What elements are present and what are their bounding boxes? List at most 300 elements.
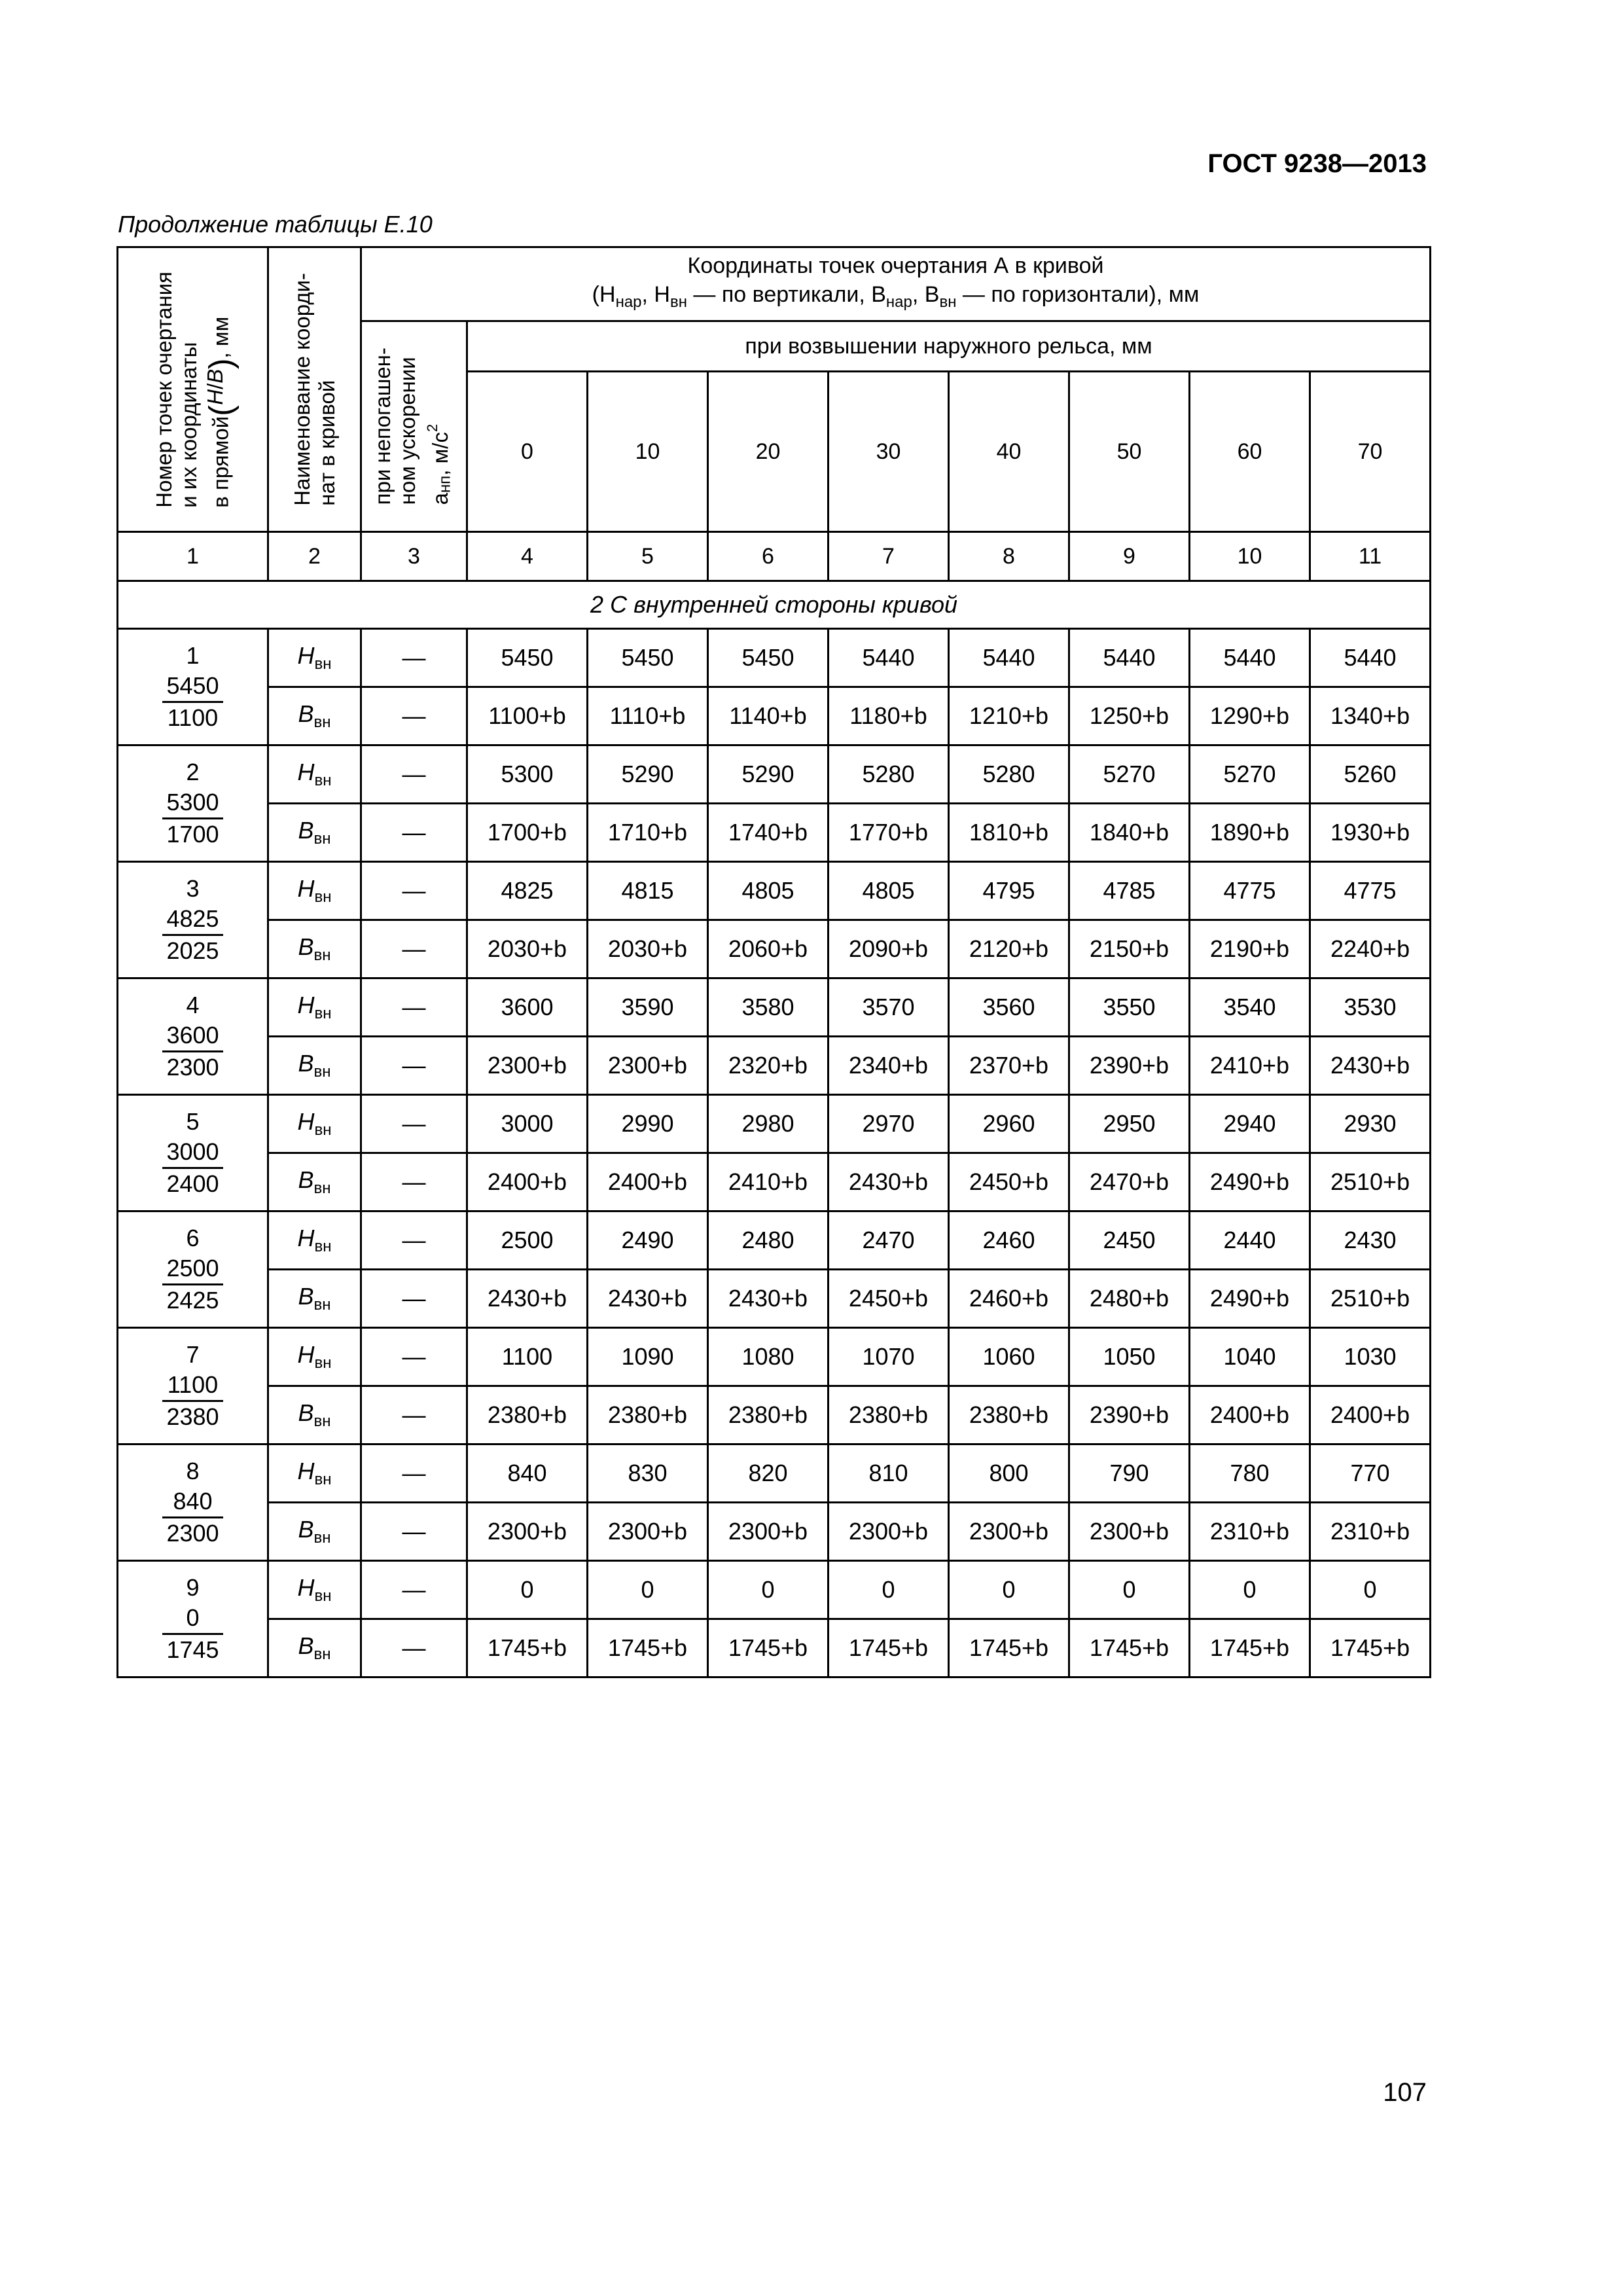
width-value: 2380+b [467, 1386, 588, 1444]
table-caption: Продолжение таблицы Е.10 [118, 211, 433, 238]
width-value: 2380+b [708, 1386, 829, 1444]
coordinate-subscript: вн [313, 713, 331, 732]
width-value: 2490+b [1190, 1270, 1310, 1328]
header-coordinate-name: Наименование коорди- нат в кривой [268, 247, 361, 532]
width-value: 1100+b [467, 687, 588, 745]
coordinate-subscript: вн [314, 1354, 332, 1372]
table-row [118, 687, 1431, 745]
height-value: 4815 [588, 862, 708, 920]
width-value: 1110+b [588, 687, 708, 745]
width-value: 1745+b [1190, 1619, 1310, 1677]
coordinate-subscript: вн [314, 1121, 332, 1139]
acceleration-value: — [361, 1095, 467, 1153]
point-cell [118, 1328, 268, 1444]
coordinate-name [268, 1328, 361, 1386]
elevation-value: 30 [829, 372, 949, 532]
coordinate-letter: B [298, 1399, 314, 1426]
width-value: 1745+b [467, 1619, 588, 1677]
point-number: 5 [186, 1108, 200, 1135]
width-value: 2400+b [1190, 1386, 1310, 1444]
acceleration-value: — [361, 1037, 467, 1095]
point-width: 1745 [166, 1636, 219, 1663]
point-height: 0 [162, 1603, 223, 1635]
coordinate-subscript: вн [314, 1471, 332, 1489]
coordinate-name [268, 1561, 361, 1619]
height-value: 3530 [1310, 978, 1431, 1037]
width-value: 2120+b [949, 920, 1069, 978]
height-value: 4825 [467, 862, 588, 920]
height-value: 840 [467, 1444, 588, 1503]
height-value: 1090 [588, 1328, 708, 1386]
coordinate-letter: H [297, 641, 315, 669]
coordinate-name [268, 1095, 361, 1153]
height-value: 780 [1190, 1444, 1310, 1503]
width-value: 1710+b [588, 804, 708, 862]
height-value: 5450 [588, 629, 708, 687]
height-value: 3570 [829, 978, 949, 1037]
height-value: 4775 [1190, 862, 1310, 920]
width-value: 2060+b [708, 920, 829, 978]
table-row [118, 978, 1431, 1037]
width-value: 2380+b [829, 1386, 949, 1444]
height-value: 2460 [949, 1211, 1069, 1270]
height-value: 2990 [588, 1095, 708, 1153]
width-value: 2430+b [829, 1153, 949, 1211]
height-value: 3590 [588, 978, 708, 1037]
width-value: 1250+b [1069, 687, 1190, 745]
height-value: 2940 [1190, 1095, 1310, 1153]
table-row [118, 1619, 1431, 1677]
coordinate-letter: H [297, 758, 315, 785]
acceleration-value: — [361, 862, 467, 920]
acceleration-value: — [361, 1153, 467, 1211]
width-value: 2090+b [829, 920, 949, 978]
width-value: 2030+b [588, 920, 708, 978]
coordinate-name [268, 1211, 361, 1270]
width-value: 1810+b [949, 804, 1069, 862]
acceleration-value: — [361, 1328, 467, 1386]
width-value: 2400+b [1310, 1386, 1431, 1444]
coordinate-subscript: вн [313, 1645, 331, 1664]
height-value: 2450 [1069, 1211, 1190, 1270]
height-value: 0 [708, 1561, 829, 1619]
coordinate-name [268, 687, 361, 745]
height-value: 3000 [467, 1095, 588, 1153]
table-row [118, 629, 1431, 687]
width-value: 1140+b [708, 687, 829, 745]
table-row [118, 1561, 1431, 1619]
width-value: 2410+b [1190, 1037, 1310, 1095]
table-row [118, 1444, 1431, 1503]
height-value: 5280 [949, 745, 1069, 804]
height-value: 800 [949, 1444, 1069, 1503]
height-value: 0 [829, 1561, 949, 1619]
width-value: 1745+b [1310, 1619, 1431, 1677]
acceleration-value: — [361, 1386, 467, 1444]
height-value: 0 [1069, 1561, 1190, 1619]
height-value: 5270 [1069, 745, 1190, 804]
width-value: 2430+b [1310, 1037, 1431, 1095]
width-value: 2310+b [1310, 1503, 1431, 1561]
width-value: 2300+b [949, 1503, 1069, 1561]
height-value: 2430 [1310, 1211, 1431, 1270]
width-value: 2150+b [1069, 920, 1190, 978]
width-value: 2450+b [949, 1153, 1069, 1211]
height-value: 1070 [829, 1328, 949, 1386]
height-value: 5450 [467, 629, 588, 687]
width-value: 2300+b [467, 1037, 588, 1095]
coordinate-name [268, 1503, 361, 1561]
coordinate-letter: H [297, 1457, 315, 1484]
width-value: 1180+b [829, 687, 949, 745]
height-value: 1040 [1190, 1328, 1310, 1386]
point-height: 2500 [162, 1253, 223, 1285]
point-cell [118, 1444, 268, 1561]
coordinate-name [268, 1153, 361, 1211]
coordinate-letter: B [298, 1166, 314, 1193]
point-cell [118, 862, 268, 978]
width-value: 2310+b [1190, 1503, 1310, 1561]
point-number: 2 [186, 759, 200, 785]
point-straight-coordinates [162, 1370, 223, 1432]
coordinate-letter: B [298, 816, 314, 844]
width-value: 2240+b [1310, 920, 1431, 978]
point-width: 2400 [166, 1170, 219, 1197]
coordinate-subscript: вн [313, 1179, 331, 1198]
table-row [118, 804, 1431, 862]
point-height: 5300 [162, 787, 223, 819]
coordinate-name [268, 1037, 361, 1095]
point-number: 1 [186, 642, 200, 669]
height-value: 5440 [829, 629, 949, 687]
coordinate-name [268, 1444, 361, 1503]
coordinate-letter: H [297, 991, 315, 1018]
height-value: 5260 [1310, 745, 1431, 804]
width-value: 2450+b [829, 1270, 949, 1328]
point-straight-coordinates [162, 904, 223, 966]
coordinate-letter: B [298, 1049, 314, 1077]
width-value: 2370+b [949, 1037, 1069, 1095]
height-value: 1100 [467, 1328, 588, 1386]
acceleration-value: — [361, 1619, 467, 1677]
table-row [118, 1328, 1431, 1386]
header-coordinates: Координаты точек очертания А в кривой ($H_{нар}$, $H_{вн}$ — по вертикали, $B_{нар}$, $B_{вн}$ — по горизонтали), мм [361, 247, 1431, 321]
width-value: 2300+b [467, 1503, 588, 1561]
height-value: 830 [588, 1444, 708, 1503]
height-value: 770 [1310, 1444, 1431, 1503]
coordinate-subscript: вн [313, 1412, 331, 1431]
height-value: 2980 [708, 1095, 829, 1153]
point-straight-coordinates [162, 671, 223, 733]
point-height: 4825 [162, 904, 223, 936]
width-value: 1340+b [1310, 687, 1431, 745]
width-value: 1740+b [708, 804, 829, 862]
coordinate-letter: H [297, 1224, 315, 1251]
coordinate-letter: B [298, 933, 314, 960]
table-row [118, 920, 1431, 978]
height-value: 5440 [949, 629, 1069, 687]
width-value: 2300+b [829, 1503, 949, 1561]
width-value: 2400+b [588, 1153, 708, 1211]
width-value: 2410+b [708, 1153, 829, 1211]
column-number: 8 [949, 532, 1069, 581]
width-value: 2300+b [588, 1503, 708, 1561]
height-value: 1050 [1069, 1328, 1190, 1386]
point-cell [118, 1211, 268, 1328]
elevation-value: 20 [708, 372, 829, 532]
height-value: 3600 [467, 978, 588, 1037]
table-row [118, 1270, 1431, 1328]
acceleration-value: — [361, 1270, 467, 1328]
table-row [118, 1211, 1431, 1270]
width-value: 2320+b [708, 1037, 829, 1095]
width-value: 1930+b [1310, 804, 1431, 862]
height-value: 1080 [708, 1328, 829, 1386]
point-cell [118, 745, 268, 862]
coordinate-letter: B [298, 700, 314, 727]
height-value: 5270 [1190, 745, 1310, 804]
elevation-value: 50 [1069, 372, 1190, 532]
header-coordinates-legend: ($H_{нар}$, $H_{вн}$ — по вертикали, $B_{нар}$, $B_{вн}$ — по горизонтали), мм [592, 282, 1200, 311]
width-value: 2430+b [467, 1270, 588, 1328]
coordinate-subscript: вн [314, 1587, 332, 1605]
coordinate-letter: B [298, 1515, 314, 1543]
section-title: 2 С внутренней стороны кривой [118, 581, 1431, 629]
acceleration-value: — [361, 920, 467, 978]
height-value: 3550 [1069, 978, 1190, 1037]
height-value: 4795 [949, 862, 1069, 920]
column-number: 10 [1190, 532, 1310, 581]
table-row [118, 1386, 1431, 1444]
width-value: 2480+b [1069, 1270, 1190, 1328]
elevation-value: 70 [1310, 372, 1431, 532]
coordinate-subscript: вн [314, 1005, 332, 1023]
point-number: 8 [186, 1458, 200, 1484]
height-value: 5290 [708, 745, 829, 804]
header-rail-elevation: при возвышении наружного рельса, мм [467, 321, 1431, 372]
acceleration-value: — [361, 1561, 467, 1619]
acceleration-value: — [361, 1444, 467, 1503]
height-value: 810 [829, 1444, 949, 1503]
header-unbalanced-acceleration: при непогашен- ном ускорении $a_{нп}$, $м/с^2$ [361, 321, 467, 532]
height-value: 5440 [1190, 629, 1310, 687]
height-value: 0 [588, 1561, 708, 1619]
point-height: 5450 [162, 671, 223, 703]
table-row [118, 1037, 1431, 1095]
table-row [118, 745, 1431, 804]
coordinate-letter: B [298, 1632, 314, 1659]
point-cell [118, 629, 268, 745]
width-value: 2300+b [588, 1037, 708, 1095]
width-value: 1745+b [588, 1619, 708, 1677]
height-value: 5450 [708, 629, 829, 687]
elevation-value: 60 [1190, 372, 1310, 532]
height-value: 2470 [829, 1211, 949, 1270]
width-value: 2460+b [949, 1270, 1069, 1328]
point-height: 840 [162, 1486, 223, 1518]
point-width: 2300 [166, 1054, 219, 1081]
document-code: ГОСТ 9238—2013 [1207, 149, 1427, 178]
height-value: 5300 [467, 745, 588, 804]
height-value: 4775 [1310, 862, 1431, 920]
point-cell [118, 1561, 268, 1677]
height-value: 2490 [588, 1211, 708, 1270]
width-value: 1840+b [1069, 804, 1190, 862]
height-value: 3580 [708, 978, 829, 1037]
table-row [118, 862, 1431, 920]
coordinate-name [268, 629, 361, 687]
coordinate-subscript: вн [314, 1238, 332, 1256]
coordinate-name [268, 745, 361, 804]
width-value: 2380+b [949, 1386, 1069, 1444]
point-cell [118, 1095, 268, 1211]
acceleration-value: — [361, 1211, 467, 1270]
point-number: 4 [186, 992, 200, 1018]
width-value: 1745+b [949, 1619, 1069, 1677]
elevation-value: 10 [588, 372, 708, 532]
coordinate-name [268, 1270, 361, 1328]
height-value: 5290 [588, 745, 708, 804]
width-value: 2300+b [1069, 1503, 1190, 1561]
column-number: 1 [118, 532, 268, 581]
height-value: 4805 [829, 862, 949, 920]
height-value: 1060 [949, 1328, 1069, 1386]
elevation-value: 40 [949, 372, 1069, 532]
height-value: 2970 [829, 1095, 949, 1153]
table-row [118, 1503, 1431, 1561]
column-number: 5 [588, 532, 708, 581]
point-width: 2025 [166, 937, 219, 964]
point-straight-coordinates [162, 1486, 223, 1549]
point-width: 1100 [167, 704, 219, 731]
height-value: 3540 [1190, 978, 1310, 1037]
coordinate-subscript: вн [313, 830, 331, 848]
height-value: 3560 [949, 978, 1069, 1037]
coordinate-letter: H [297, 1107, 315, 1135]
point-cell [118, 978, 268, 1095]
coordinates-table [116, 246, 1431, 1678]
width-value: 2300+b [708, 1503, 829, 1561]
width-value: 2030+b [467, 920, 588, 978]
height-value: 2480 [708, 1211, 829, 1270]
coordinate-name [268, 978, 361, 1037]
point-width: 2300 [166, 1520, 219, 1547]
coordinate-name [268, 1386, 361, 1444]
width-value: 2400+b [467, 1153, 588, 1211]
coordinate-name [268, 920, 361, 978]
point-width: 2380 [166, 1403, 219, 1430]
point-height: 1100 [162, 1370, 223, 1402]
width-value: 2380+b [588, 1386, 708, 1444]
point-straight-coordinates [162, 787, 223, 850]
width-value: 2510+b [1310, 1270, 1431, 1328]
width-value: 1890+b [1190, 804, 1310, 862]
point-number: 6 [186, 1225, 200, 1251]
width-value: 2390+b [1069, 1037, 1190, 1095]
width-value: 1210+b [949, 687, 1069, 745]
width-value: 2510+b [1310, 1153, 1431, 1211]
height-value: 4785 [1069, 862, 1190, 920]
coordinate-letter: H [297, 1340, 315, 1368]
point-straight-coordinates [162, 1253, 223, 1316]
width-value: 1700+b [467, 804, 588, 862]
column-number-row [118, 532, 1431, 581]
coordinate-subscript: вн [313, 946, 331, 965]
height-value: 790 [1069, 1444, 1190, 1503]
height-value: 0 [1310, 1561, 1431, 1619]
width-value: 1745+b [708, 1619, 829, 1677]
width-value: 2430+b [588, 1270, 708, 1328]
acceleration-value: — [361, 745, 467, 804]
width-value: 1290+b [1190, 687, 1310, 745]
height-value: 2950 [1069, 1095, 1190, 1153]
height-value: 2500 [467, 1211, 588, 1270]
column-number: 6 [708, 532, 829, 581]
width-value: 2490+b [1190, 1153, 1310, 1211]
height-value: 5440 [1310, 629, 1431, 687]
coordinate-letter: H [297, 1573, 315, 1601]
page-number: 107 [1383, 2078, 1427, 2107]
width-value: 2430+b [708, 1270, 829, 1328]
coordinate-subscript: вн [313, 1063, 331, 1081]
header-point-number: Номер точек очертания и их координаты в прямой(H/B), мм [118, 247, 268, 532]
height-value: 5440 [1069, 629, 1190, 687]
point-width: 1700 [166, 821, 219, 848]
coordinate-name [268, 862, 361, 920]
point-height: 3000 [162, 1137, 223, 1169]
point-straight-coordinates [162, 1603, 223, 1665]
height-value: 0 [949, 1561, 1069, 1619]
width-value: 1745+b [1069, 1619, 1190, 1677]
coordinate-letter: H [297, 874, 315, 902]
column-number: 7 [829, 532, 949, 581]
height-value: 2930 [1310, 1095, 1431, 1153]
column-number: 2 [268, 532, 361, 581]
coordinate-name [268, 1619, 361, 1677]
coordinate-letter: B [298, 1282, 314, 1310]
point-straight-coordinates [162, 1020, 223, 1083]
width-value: 2390+b [1069, 1386, 1190, 1444]
table-row [118, 1095, 1431, 1153]
point-height: 3600 [162, 1020, 223, 1052]
point-straight-coordinates [162, 1137, 223, 1199]
coordinate-subscript: вн [314, 888, 332, 906]
height-value: 0 [1190, 1561, 1310, 1619]
elevation-value: 0 [467, 372, 588, 532]
width-value: 1770+b [829, 804, 949, 862]
width-value: 2470+b [1069, 1153, 1190, 1211]
acceleration-value: — [361, 978, 467, 1037]
column-number: 9 [1069, 532, 1190, 581]
width-value: 2340+b [829, 1037, 949, 1095]
height-value: 0 [467, 1561, 588, 1619]
acceleration-value: — [361, 687, 467, 745]
coordinate-subscript: вн [314, 772, 332, 790]
height-value: 2960 [949, 1095, 1069, 1153]
point-number: 3 [186, 875, 200, 902]
height-value: 1030 [1310, 1328, 1431, 1386]
acceleration-value: — [361, 629, 467, 687]
acceleration-value: — [361, 1503, 467, 1561]
coordinate-subscript: вн [314, 655, 332, 673]
coordinate-subscript: вн [313, 1296, 331, 1314]
height-value: 820 [708, 1444, 829, 1503]
table-row [118, 1153, 1431, 1211]
height-value: 4805 [708, 862, 829, 920]
width-value: 2190+b [1190, 920, 1310, 978]
acceleration-value: — [361, 804, 467, 862]
column-number: 11 [1310, 532, 1431, 581]
